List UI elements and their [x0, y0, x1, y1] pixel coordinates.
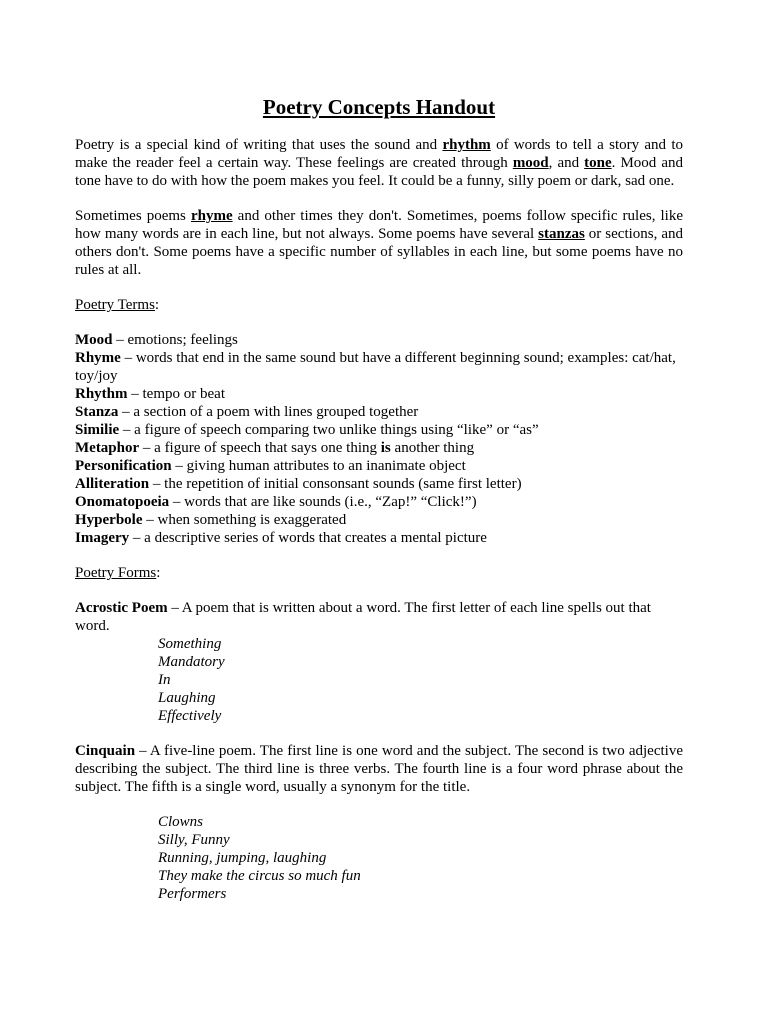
text-run: of words to tell a story and to make the reader feel a certain way. These feelings are created through: [75, 137, 683, 171]
key-term-tone: tone: [584, 155, 612, 171]
term-name: Rhyme: [75, 350, 121, 366]
poem-line: They make the circus so much fun: [158, 868, 361, 884]
spacer: [75, 725, 683, 742]
term-metaphor: [75, 439, 683, 457]
term-name: Onomatopoeia: [75, 494, 170, 510]
spacer: [75, 796, 683, 813]
spacer: [75, 582, 683, 599]
form-definition: – A five-line poem. The first line is one word and the subject. The second is two adjective describing the subject. The third line is three verbs. The fourth line is a four word phrase about the subject. The fifth is a single word, usually a synonym for the title.: [75, 743, 683, 795]
cinquain-example: [158, 813, 683, 903]
terms-list: [75, 331, 683, 547]
term-definition-emphasis: is: [380, 440, 391, 456]
text-run: Sometimes poems: [75, 208, 191, 224]
term-definition: – a section of a poem with lines grouped together: [118, 404, 419, 420]
acrostic-description: [75, 599, 683, 635]
term-definition: – a descriptive series of words that creates a mental picture: [129, 530, 487, 546]
poem-line: Something: [158, 636, 222, 652]
term-alliteration: [75, 475, 683, 493]
text-run: . Mood and tone have to do with how the poem makes you feel. It could be a funny, silly poem or dark, sad one.: [75, 155, 683, 189]
term-definition: – giving human attributes to an inanimate object: [171, 458, 466, 474]
term-definition: – the repetition of initial consonsant sounds (same first letter): [149, 476, 522, 492]
spacer: [75, 547, 683, 564]
term-name: Stanza: [75, 404, 119, 420]
heading-colon: :: [154, 297, 160, 313]
key-term-mood: mood: [512, 155, 549, 171]
text-run: , and: [548, 155, 585, 171]
term-definition: – tempo or beat: [127, 386, 225, 402]
spacer: [75, 279, 683, 296]
intro-paragraph-1: [75, 136, 683, 190]
spacer: [75, 314, 683, 331]
text-run: Poetry is a special kind of writing that uses the sound and: [75, 137, 443, 153]
poem-line: Running, jumping, laughing: [158, 850, 327, 866]
term-name: Metaphor: [75, 440, 140, 456]
terms-heading: [75, 296, 683, 314]
poem-line: Clowns: [158, 814, 204, 830]
term-rhythm: [75, 385, 683, 403]
poem-line: Mandatory: [158, 654, 225, 670]
term-name: Mood: [75, 332, 113, 348]
spacer: [75, 190, 683, 207]
term-definition: – a figure of speech comparing two unlike things using “like” or “as”: [119, 422, 539, 438]
document-page: [75, 94, 683, 903]
poem-line: Effectively: [158, 708, 222, 724]
key-term-rhyme: rhyme: [190, 208, 233, 224]
term-definition: – a figure of speech that says one thing: [139, 440, 381, 456]
term-name: Personification: [75, 458, 172, 474]
cinquain-description: [75, 742, 683, 796]
term-definition: another thing: [390, 440, 475, 456]
term-definition: – emotions; feelings: [112, 332, 238, 348]
term-definition: – when something is exaggerated: [142, 512, 347, 528]
term-name: Alliteration: [75, 476, 150, 492]
poem-line: Laughing: [158, 690, 216, 706]
form-name: Cinquain: [75, 743, 136, 759]
text-run: and other times they don't. Sometimes, poems follow specific rules, like how many words are in each line, but not always. Some poems have several: [75, 208, 683, 242]
term-name: Hyperbole: [75, 512, 143, 528]
term-similie: [75, 421, 683, 439]
term-imagery: [75, 529, 683, 547]
acrostic-example: [158, 635, 683, 725]
key-term-rhythm: rhythm: [442, 137, 491, 153]
form-definition: – A poem that is written about a word. The first letter of each line spells out that word.: [75, 600, 651, 634]
forms-heading-text: Poetry Forms: [75, 565, 157, 581]
intro-paragraph-2: [75, 207, 683, 279]
term-name: Rhythm: [75, 386, 128, 402]
term-definition: – words that are like sounds (i.e., “Zap!” “Click!”): [169, 494, 477, 510]
terms-heading-text: Poetry Terms: [75, 297, 155, 313]
term-name: Similie: [75, 422, 120, 438]
term-name: Imagery: [75, 530, 130, 546]
forms-heading: [75, 564, 683, 582]
term-stanza: [75, 403, 683, 421]
heading-colon: :: [156, 565, 161, 581]
term-mood: [75, 331, 683, 349]
poem-line: Performers: [158, 886, 227, 902]
poem-line: In: [158, 672, 171, 688]
term-hyperbole: [75, 511, 683, 529]
page-title: Poetry Concepts Handout: [262, 95, 496, 119]
term-personification: [75, 457, 683, 475]
form-name: Acrostic Poem: [75, 600, 168, 616]
key-term-stanzas: stanzas: [538, 226, 585, 242]
term-rhyme: [75, 349, 683, 385]
poem-line: Silly, Funny: [158, 832, 230, 848]
text-run: or sections, and others don't. Some poems have a specific number of syllables in each line, but some poems have no rules at all.: [75, 226, 684, 278]
term-onomatopoeia: [75, 493, 683, 511]
term-definition: – words that end in the same sound but have a different beginning sound; examples: cat/hat, toy/joy: [75, 350, 676, 384]
